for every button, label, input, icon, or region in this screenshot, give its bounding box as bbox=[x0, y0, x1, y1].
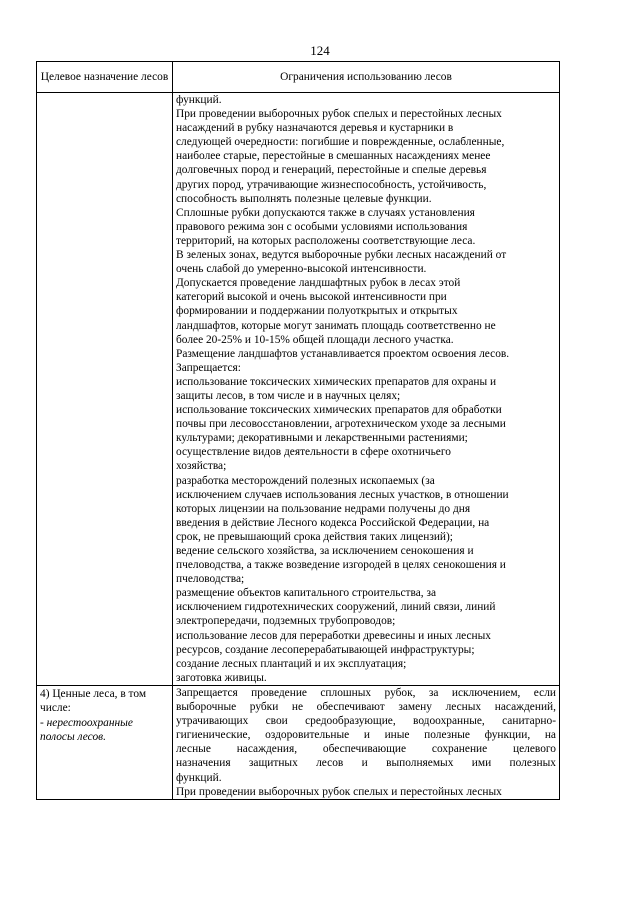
text-line: правового режима зон с особыми условиями использования bbox=[176, 220, 468, 233]
text-line: исключением гидротехнических сооружений, линий связи, линий bbox=[176, 601, 496, 614]
text-line: размещение объектов капитального строительства, за bbox=[176, 587, 437, 600]
header-purpose: Целевое назначение лесов bbox=[37, 62, 173, 93]
text-line: назначения защитных лесов и выполняемых ими полезных bbox=[176, 757, 556, 770]
text-line: При проведении выборочных рубок спелых и перестойных лесных bbox=[176, 785, 502, 798]
page-number: 124 bbox=[310, 43, 330, 58]
text-line: Запрещается: bbox=[176, 361, 241, 374]
text-line: следующей очередности: погибшие и поврежденные, ослабленные, bbox=[176, 136, 505, 149]
text-line: введения в действие Лесного кодекса Российской Федерации, на bbox=[176, 516, 490, 529]
text-line: территорий, на которых расположены соответствующие леса. bbox=[176, 234, 476, 247]
purpose-subtitle: числе: bbox=[40, 702, 71, 715]
text-line: формировании и поддержании полуоткрытых и открытых bbox=[176, 305, 458, 318]
restrictions-cell bbox=[173, 93, 560, 686]
purpose-cell-valuable-forests bbox=[37, 685, 173, 799]
purpose-cell-empty bbox=[37, 93, 173, 686]
table-row bbox=[37, 93, 560, 686]
text-line: ведение сельского хозяйства, за исключением сенокошения и bbox=[176, 545, 474, 557]
text-line: хозяйства; bbox=[176, 460, 227, 473]
text-line: утрачивающих свои средообразующие, водоохранные, санитарно- bbox=[176, 715, 556, 728]
text-line: исключением случаев использования лесных участков, в отношении bbox=[176, 488, 509, 501]
text-line: ресурсов, создание лесоперерабатывающей инфраструктуры; bbox=[176, 643, 475, 656]
text-line: Запрещается проведение сплошных рубок, за исключением, если bbox=[176, 686, 556, 699]
text-line: защиты лесов, в том числе и в научных целях; bbox=[176, 389, 401, 402]
purpose-subitem: - нерестоохранные bbox=[40, 716, 133, 729]
text-line: почвы при лесовосстановлении, агротехническом уходе за лесными bbox=[176, 418, 506, 431]
text-line: Размещение ландшафтов устанавливается проектом освоения лесов. bbox=[176, 347, 510, 360]
purpose-title: 4) Ценные леса, в том bbox=[40, 687, 147, 700]
text-line: гигиенические, оздоровительные и иные полезные функции, на bbox=[176, 729, 556, 742]
text-line: заготовка живицы. bbox=[176, 671, 267, 684]
text-line: использование токсических химических препаратов для охраны и bbox=[176, 375, 497, 388]
text-line: культурами; декоративными и лекарственными растениями; bbox=[176, 432, 468, 445]
text-line: функций. bbox=[176, 771, 222, 784]
text-line: создание лесных плантаций и их эксплуатация; bbox=[176, 657, 407, 670]
text-line: насаждений в рубку назначаются деревья и кустарники в bbox=[176, 122, 454, 135]
text-line: осуществление видов деятельности в сфере охотничьего bbox=[176, 446, 451, 459]
table-header-row bbox=[37, 62, 560, 93]
text-line: функций. bbox=[176, 94, 222, 106]
text-line: которых лицензии на пользование недрами получены до дня bbox=[176, 502, 471, 515]
text-line: При проведении выборочных рубок спелых и перестойных лесных bbox=[176, 108, 502, 121]
text-line: электропередачи, подземных трубопроводов; bbox=[176, 615, 396, 628]
text-line: других пород, утрачивающие жизнеспособность, устойчивость, bbox=[176, 178, 487, 191]
text-line: использование лесов для переработки древесины и иных лесных bbox=[176, 629, 491, 642]
text-line: очень слабой до умеренно-высокой интенсивности. bbox=[176, 263, 427, 276]
restrictions-cell bbox=[173, 685, 560, 799]
text-line: категорий высокой и очень высокой интенсивности при bbox=[176, 291, 447, 304]
text-line: срок, не превышающий срока действия таких лицензий); bbox=[176, 530, 453, 543]
text-line: Сплошные рубки допускаются также в случаях установления bbox=[176, 206, 475, 219]
purpose-subitem-cont: полосы лесов. bbox=[40, 730, 106, 743]
text-line: Допускается проведение ландшафтных рубок в лесах этой bbox=[176, 277, 461, 290]
table-row bbox=[37, 685, 560, 799]
forest-restrictions-table bbox=[36, 61, 560, 800]
header-restrictions: Ограничения использованию лесов bbox=[173, 62, 560, 93]
text-line: способность выполнять полезные целевые функции. bbox=[176, 192, 432, 205]
text-line: использование токсических химических препаратов для обработки bbox=[176, 404, 502, 417]
text-line: разработка месторождений полезных ископаемых (за bbox=[176, 474, 435, 487]
text-line: пчеловодства; bbox=[176, 573, 245, 586]
text-line: долговечных пород и генераций, перестойные и спелые деревья bbox=[176, 164, 487, 177]
text-line: наиболее старые, перестойные в смешанных насаждениях менее bbox=[176, 150, 491, 163]
text-line: более 20-25% и 10-15% общей площади лесного участка. bbox=[176, 333, 454, 346]
text-line: ландшафтов, которые могут занимать площадь соответственно не bbox=[176, 319, 496, 332]
text-line: выборочные рубки не обеспечивают замену лесных насаждений, bbox=[176, 701, 556, 714]
text-line: пчеловодства, а также возведение изгородей в целях сенокошения и bbox=[176, 559, 506, 572]
text-line: лесные насаждения, обеспечивающие сохранение целевого bbox=[176, 743, 556, 756]
text-line: В зеленых зонах, ведутся выборочные рубки лесных насаждений от bbox=[176, 249, 507, 262]
